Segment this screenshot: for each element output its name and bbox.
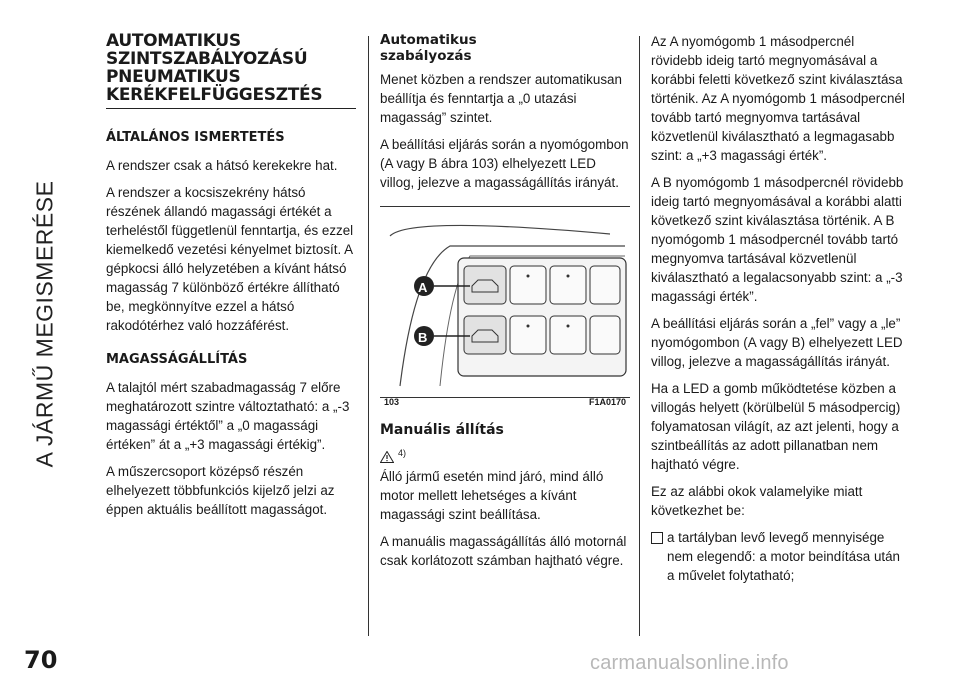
paragraph: A műszercsoport középső részén elhelyezett többfunkciós kijelző jelzi az éppen aktuális beállított magasságot.	[106, 464, 335, 517]
callout-a-label: A	[418, 280, 428, 295]
warning-ref-number: 4)	[398, 448, 407, 458]
paragraph: A talajtól mért szabadmagasság 7 előre meghatározott szintre változtatható: a „-3 magassági értéktől” a „0 magassági értéken” át a „+3 magassági értékig”.	[106, 380, 350, 452]
section-title-automatic: Automatikus szabályozás	[380, 32, 477, 64]
figure-code: F1A0170	[588, 397, 626, 407]
list-item	[651, 528, 906, 585]
warning-reference	[380, 444, 630, 463]
column-2	[380, 32, 630, 578]
paragraph: Ez az alábbi okok valamelyike miatt következhet be:	[651, 484, 863, 518]
watermark-url: carmanualsonline.info	[590, 652, 789, 674]
chapter-title-vertical	[22, 26, 68, 621]
column-divider	[639, 36, 640, 636]
section-title-general: ÁLTALÁNOS ISMERTETÉS	[106, 130, 285, 145]
main-heading: AUTOMATIKUS SZINTSZABÁLYOZÁSÚ PNEUMATIKUS KERÉKFELFÜGGESZTÉS	[106, 32, 356, 109]
page-number: 70	[24, 646, 58, 674]
list-item-text: a tartályban levő levegő mennyisége nem elegendő: a motor beindítása után a művelet folytatható;	[667, 530, 901, 583]
section-title-manual: Manuális állítás	[380, 422, 504, 438]
paragraph: Az A nyomógomb 1 másodpercnél rövidebb ideig tartó megnyomásával a korábbi feletti következő szint kiválasztása történik. Az A nyomógomb 1 másodpercnél tovább tartó megnyomva tartásával közvetlenül kiválasztható a legmagasabb szint: a „+3 magassági érték”.	[651, 34, 905, 163]
height-control-buttons-illustration	[380, 206, 630, 396]
figure-103	[380, 206, 630, 412]
paragraph: A rendszer a kocsiszekrény hátsó részének állandó magassági értékét a terheléstől függetlenül fenntartja, és ezzel kiemelkedő vezetési kényelmet biztosít. A gépkocsi álló helyzetében a kívánt hátsó magasság 7 különböző értékre állítható be, megkönnyítve ezzel a hátsó rakodótérhez való hozzáférést.	[106, 185, 354, 333]
warning-triangle-icon	[380, 451, 394, 463]
paragraph: Álló jármű esetén mind járó, mind álló motor mellett lehetséges a kívánt magassági szint beállítása.	[380, 469, 604, 522]
callout-b-label: B	[418, 330, 428, 345]
paragraph: Ha a LED a gomb működtetése közben a villogás helyett (körülbelül 5 másodpercig) folyamatosan világít, az azt jelenti, hogy a szintbeállítás az adott pillanatban nem hajtható végre.	[651, 381, 901, 472]
checkbox-bullet-icon	[651, 532, 663, 544]
paragraph: Menet közben a rendszer automatikusan beállítja és fenntartja a „0 utazási magasság” szintet.	[380, 72, 622, 125]
column-1	[106, 32, 356, 527]
paragraph: A beállítási eljárás során a nyomógombon (A vagy B ábra 103) elhelyezett LED villog, jelezve a magasságállítás irányát.	[380, 137, 629, 190]
column-3	[651, 32, 906, 585]
paragraph: A B nyomógomb 1 másodpercnél rövidebb ideig tartó megnyomásával a korábbi alatti következő szint kiválasztása történik. A B nyomógomb 1 másodpercnél tovább tartó megnyomva tartásával közvetlenül kiválasztható a legalacsonyabb szint: a „-3 magassági érték”.	[651, 175, 904, 304]
paragraph: A manuális magasságállítás álló motornál csak korlátozott számban hajtható végre.	[380, 534, 627, 568]
chapter-title-text: A JÁRMŰ MEGISMERÉSE	[31, 180, 58, 467]
figure-number: 103	[384, 397, 400, 407]
column-divider	[368, 36, 369, 636]
paragraph: A rendszer csak a hátsó kerekekre hat.	[106, 158, 338, 173]
section-title-height-adjust: MAGASSÁGÁLLÍTÁS	[106, 352, 248, 367]
paragraph: A beállítási eljárás során a „fel” vagy a „le” nyomógombon (A vagy B) elhelyezett LED villog, jelezve a magasságállítás irányát.	[651, 316, 903, 369]
